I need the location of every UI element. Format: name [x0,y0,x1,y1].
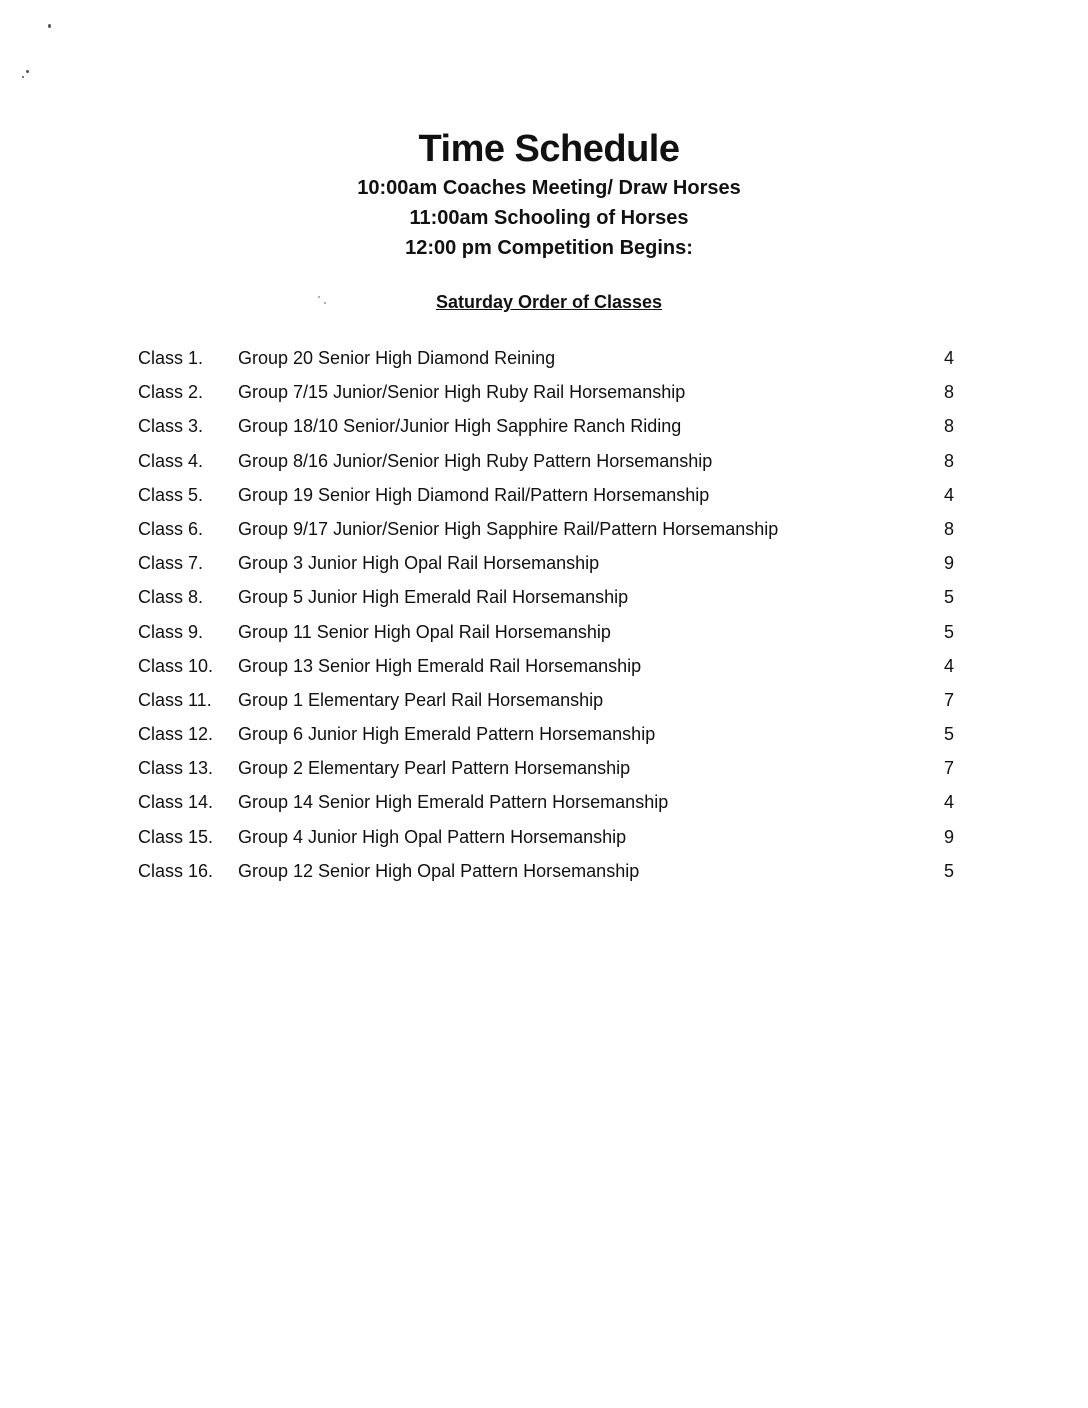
class-row [138,447,968,481]
schedule-header [0,125,1088,263]
schedule-line-competition: 12:00 pm Competition Begins: [405,237,693,259]
section-heading: Saturday Order of Classes [435,292,663,312]
class-entry-count: 4 [944,484,955,505]
class-number: Class 3. [138,416,204,437]
class-row [138,788,968,822]
class-entry-count: 4 [944,792,955,813]
class-description: Group 13 Senior High Emerald Rail Horsemanship [238,655,642,676]
class-number: Class 2. [138,382,204,403]
class-entry-count: 9 [944,553,955,574]
class-entry-count: 8 [944,518,955,539]
class-row [138,583,968,617]
class-row [138,686,968,720]
class-entry-count: 5 [944,860,955,881]
schedule-line-coaches-meeting: 10:00am Coaches Meeting/ Draw Horses [357,177,741,199]
class-entry-count: 8 [944,382,955,403]
class-number: Class 14. [138,792,214,813]
class-number: Class 10. [138,655,214,676]
class-row [138,720,968,754]
class-number: Class 6. [138,518,204,539]
schedule-line-schooling: 11:00am Schooling of Horses [409,207,689,229]
scan-speck [48,24,51,28]
class-number: Class 1. [138,348,204,368]
scan-speck [22,76,24,78]
class-description: Group 14 Senior High Emerald Pattern Horsemanship [238,792,669,813]
class-description: Group 11 Senior High Opal Rail Horsemanship [238,621,611,642]
class-description: Group 12 Senior High Opal Pattern Horsemanship [238,860,640,881]
class-description: Group 20 Senior High Diamond Reining [238,348,556,368]
class-entry-count: 4 [944,348,955,368]
class-description: Group 1 Elementary Pearl Rail Horsemanship [238,689,604,710]
class-entry-count: 8 [944,450,955,471]
class-row [138,857,968,891]
class-row [138,378,968,412]
class-description: Group 5 Junior High Emerald Rail Horsemanship [238,587,629,608]
class-row [138,652,968,686]
class-description: Group 19 Senior High Diamond Rail/Pattern Horsemanship [238,484,710,505]
class-entry-count: 5 [944,724,955,745]
class-entry-count: 7 [944,689,955,710]
class-number: Class 13. [138,758,214,779]
class-row [138,481,968,515]
class-row [138,618,968,652]
class-number: Class 8. [138,587,204,608]
class-list [138,344,968,891]
scan-speck [26,70,29,73]
class-number: Class 16. [138,860,214,881]
class-description: Group 2 Elementary Pearl Pattern Horsemanship [238,758,631,779]
class-description: Group 3 Junior High Opal Rail Horsemanship [238,553,600,574]
page-title: Time Schedule [418,128,680,170]
class-description: Group 6 Junior High Emerald Pattern Horsemanship [238,724,656,745]
class-number: Class 15. [138,826,214,847]
class-row [138,549,968,583]
class-description: Group 9/17 Junior/Senior High Sapphire Rail/Pattern Horsemanship [238,518,779,539]
class-entry-count: 7 [944,758,955,779]
class-row [138,412,968,446]
class-entry-count: 5 [944,587,955,608]
class-description: Group 7/15 Junior/Senior High Ruby Rail Horsemanship [238,382,686,403]
class-number: Class 12. [138,724,214,745]
class-number: Class 11. [138,689,212,710]
class-entry-count: 5 [944,621,955,642]
class-row [138,823,968,857]
class-number: Class 4. [138,450,204,471]
class-number: Class 9. [138,621,204,642]
class-number: Class 7. [138,553,204,574]
class-row [138,515,968,549]
class-row [138,344,968,378]
class-description: Group 8/16 Junior/Senior High Ruby Pattern Horsemanship [238,450,713,471]
class-entry-count: 8 [944,416,955,437]
class-entry-count: 4 [944,655,955,676]
class-entry-count: 9 [944,826,955,847]
class-row [138,754,968,788]
class-description: Group 18/10 Senior/Junior High Sapphire Ranch Riding [238,416,682,437]
class-number: Class 5. [138,484,204,505]
class-description: Group 4 Junior High Opal Pattern Horsemanship [238,826,627,847]
